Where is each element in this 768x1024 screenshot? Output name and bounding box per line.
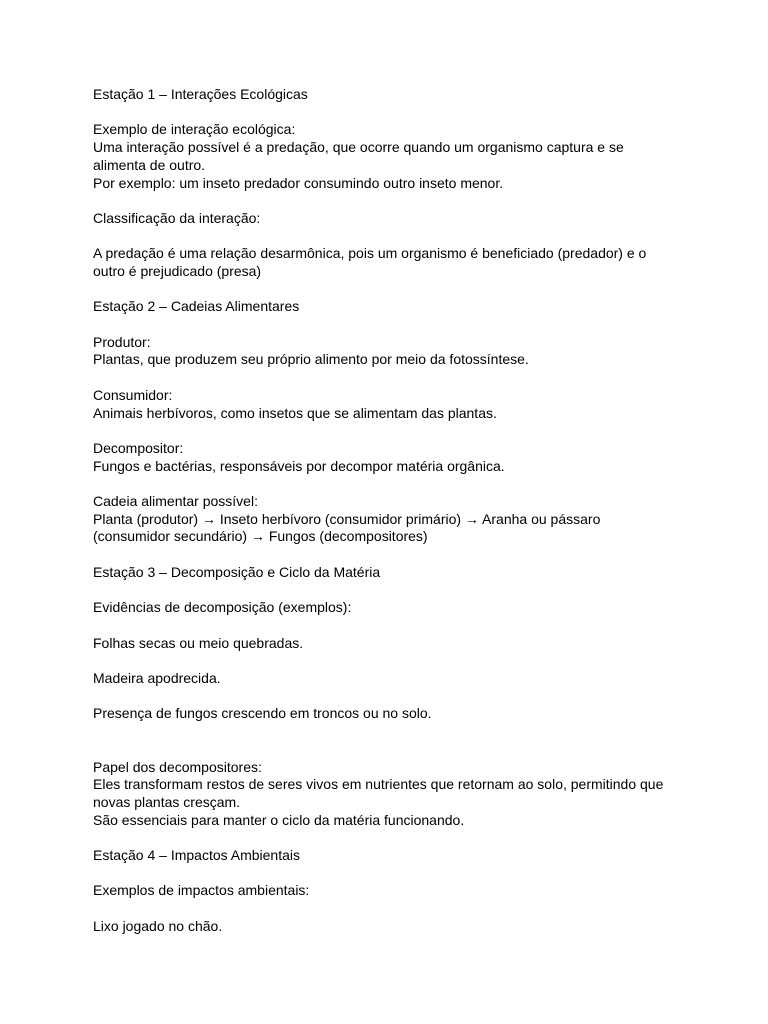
station2-producer-text: Plantas, que produzem seu próprio alimento por meio da fotossíntese. [93,351,529,368]
station3-evidence-label: Evidências de decomposição (exemplos): [93,599,352,616]
station2-consumer-text: Animais herbívoros, como insetos que se alimentam das plantas. [93,404,497,421]
station1-heading: Estação 1 – Interações Ecológicas [93,86,308,102]
station4-example-item: Lixo jogado no chão. [93,917,223,934]
station1-example-label: Exemplo de interação ecológica: [93,121,296,138]
station1-example-line3: Por exemplo: um inseto predador consumindo outro inseto menor. [93,174,504,191]
station2-decomposer-text: Fungos e bactérias, responsáveis por decompor matéria orgânica. [93,457,505,474]
station4-heading: Estação 4 – Impactos Ambientais [93,847,300,863]
station3-role-line3: São essenciais para manter o ciclo da matéria funcionando. [93,811,465,828]
document-page [93,86,693,935]
station2-producer-label: Produtor: [93,333,151,350]
station3-role-line2: novas plantas cresçam. [93,793,241,810]
station1-classification-line2: outro é prejudicado (presa) [93,262,262,279]
station2-consumer-label: Consumidor: [93,386,173,403]
station3-evidence-item: Presença de fungos crescendo em troncos ou no solo. [93,705,432,722]
station2-chain-label: Cadeia alimentar possível: [93,493,258,510]
station1-classification-line1: A predação é uma relação desarmônica, pois um organismo é beneficiado (predador) e o [93,245,647,262]
station2-chain-line1: Planta (produtor) → Inseto herbívoro (consumidor primário) → Aranha ou pássaro [93,510,601,527]
station3-evidence-item: Folhas secas ou meio quebradas. [93,634,304,651]
station3-role-label: Papel dos decompositores: [93,758,262,775]
station2-heading: Estação 2 – Cadeias Alimentares [93,298,300,315]
station3-role-line1: Eles transformam restos de seres vivos em nutrientes que retornam ao solo, permitindo que [93,776,664,793]
station1-classification-label: Classificação da interação: [93,209,261,226]
station3-heading: Estação 3 – Decomposição e Ciclo da Matéria [93,563,381,580]
station2-chain-line2: (consumidor secundário) → Fungos (decompositores) [93,528,428,545]
station2-decomposer-label: Decompositor: [93,439,184,456]
station1-example-line2: alimenta de outro. [93,156,206,173]
station4-examples-label: Exemplos de impactos ambientais: [93,882,310,899]
station1-example-line1: Uma interação possível é a predação, que ocorre quando um organismo captura e se [93,139,624,156]
station3-evidence-item: Madeira apodrecida. [93,670,221,687]
